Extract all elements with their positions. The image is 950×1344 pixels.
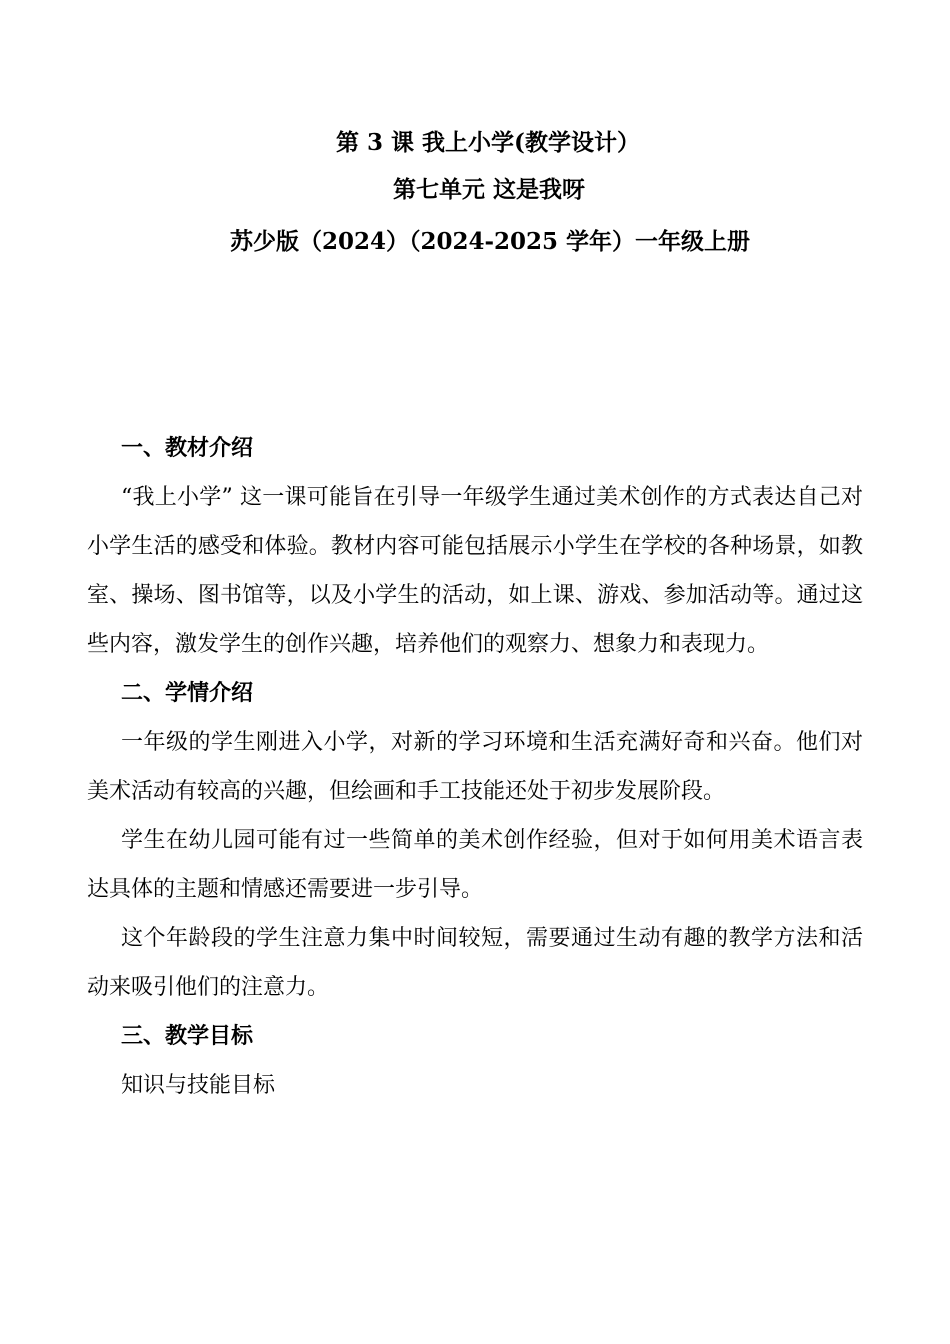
section-paragraph: 学生在幼儿园可能有过一些简单的美术创作经验，但对于如何用美术语言表达具体的主题和情感还需要进一步引导。	[87, 828, 863, 902]
section-paragraph: 这个年龄段的学生注意力集中时间较短，需要通过生动有趣的教学方法和活动来吸引他们的注意力。	[87, 926, 863, 1000]
edition-title: 苏少版（2024）（2024-2025 学年）一年级上册	[229, 228, 751, 255]
lesson-title: 第 3 课 我上小学(教学设计）	[336, 129, 640, 156]
section-paragraph: “我上小学” 这一课可能旨在引导一年级学生通过美术创作的方式表达自己对小学生活的感受和体验。教材内容可能包括展示小学生在学校的各种场景，如教室、操场、图书馆等，以及小学生的活动，如上课、游戏、参加活动等。通过这些内容，激发学生的创作兴趣，培养他们的观察力、想象力和表现力。	[87, 485, 863, 657]
unit-title: 第七单元 这是我呀	[392, 176, 585, 203]
section-heading-teaching-goals: 三、教学目标	[121, 1023, 254, 1049]
document-body	[87, 424, 863, 1110]
section-heading-textbook-intro: 一、教材介绍	[121, 435, 254, 461]
subheading-knowledge-skills: 知识与技能目标	[121, 1073, 276, 1098]
section-heading-student-analysis: 二、学情介绍	[121, 680, 254, 706]
section-paragraph: 一年级的学生刚进入小学，对新的学习环境和生活充满好奇和兴奋。他们对美术活动有较高的兴趣，但绘画和手工技能还处于初步发展阶段。	[87, 730, 863, 804]
